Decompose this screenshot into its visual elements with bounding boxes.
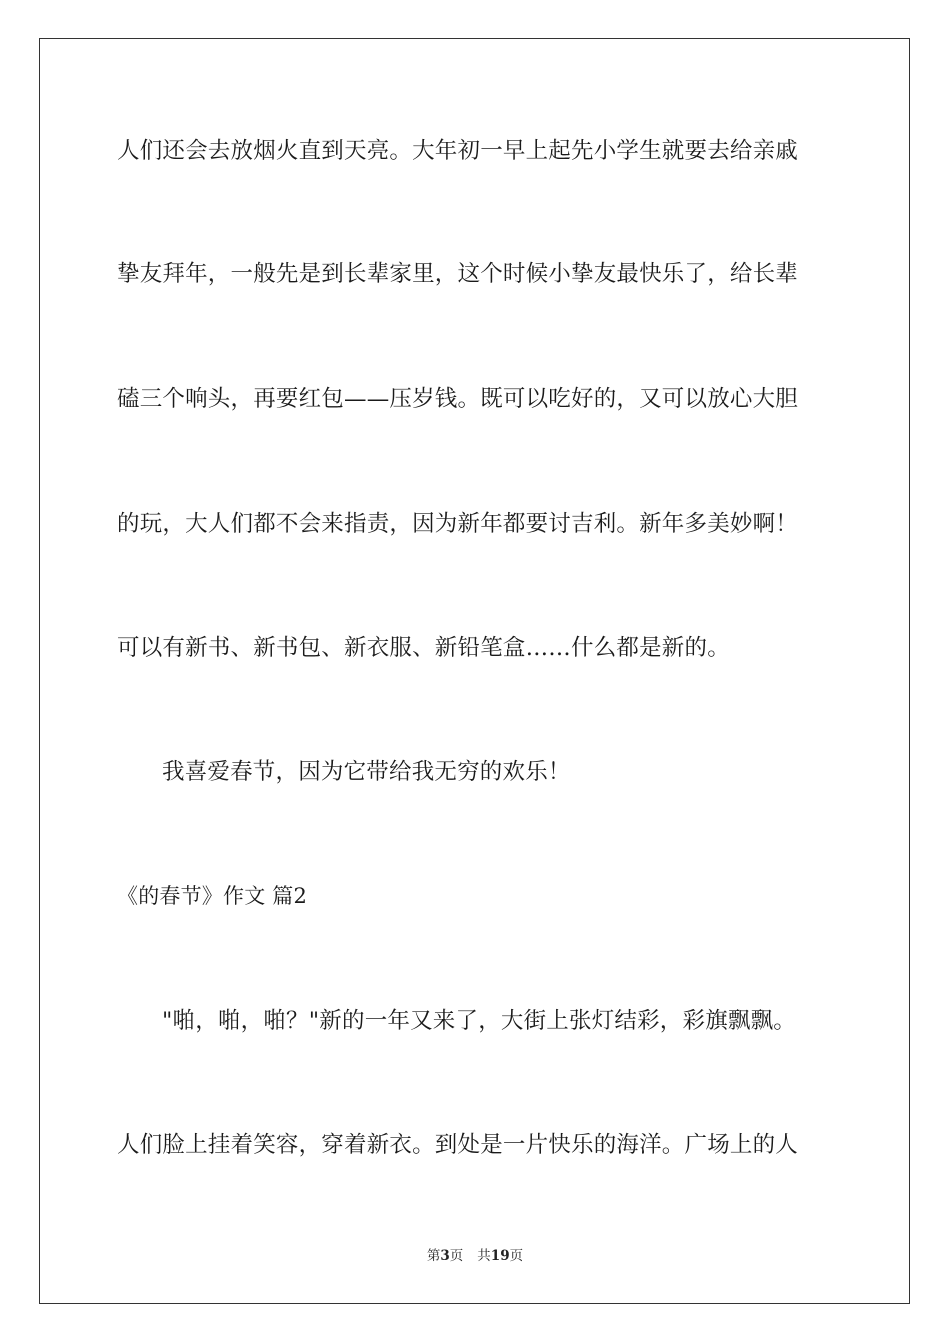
page-prefix: 第 — [426, 1248, 441, 1264]
page-suffix: 页 — [449, 1248, 464, 1264]
text-line-3: 磕三个响头，再要红包——压岁钱。既可以吃好的，又可以放心大胆 — [117, 386, 799, 412]
text-line-2: 挚友拜年，一般先是到长辈家里，这个时候小挚友最快乐了，给长辈 — [117, 261, 799, 287]
text-line-9: 人们脸上挂着笑容，穿着新衣。到处是一片快乐的海洋。广场上的人 — [117, 1132, 799, 1158]
page-total: 19 — [490, 1248, 510, 1264]
page-current: 3 — [440, 1248, 450, 1264]
text-line-4: 的玩，大人们都不会来指责，因为新年都要讨吉利。新年多美妙啊！ — [117, 511, 799, 537]
total-prefix: 共 — [477, 1248, 491, 1264]
text-line-5: 可以有新书、新书包、新衣服、新铅笔盒……什么都是新的。 — [117, 635, 730, 661]
paragraph-closing: 我喜爱春节，因为它带给我无穷的欢乐！ — [162, 759, 571, 785]
page-footer — [0, 1246, 950, 1266]
paragraph-opening: "啪，啪，啪？"新的一年又来了，大街上张灯结彩，彩旗飘飘。 — [162, 1008, 796, 1034]
page-border — [39, 38, 910, 1304]
total-suffix: 页 — [509, 1248, 524, 1264]
text-line-1: 人们还会去放烟火直到天亮。大年初一早上起先小学生就要去给亲戚 — [117, 138, 799, 164]
section-heading: 《的春节》作文 篇2 — [117, 884, 308, 908]
